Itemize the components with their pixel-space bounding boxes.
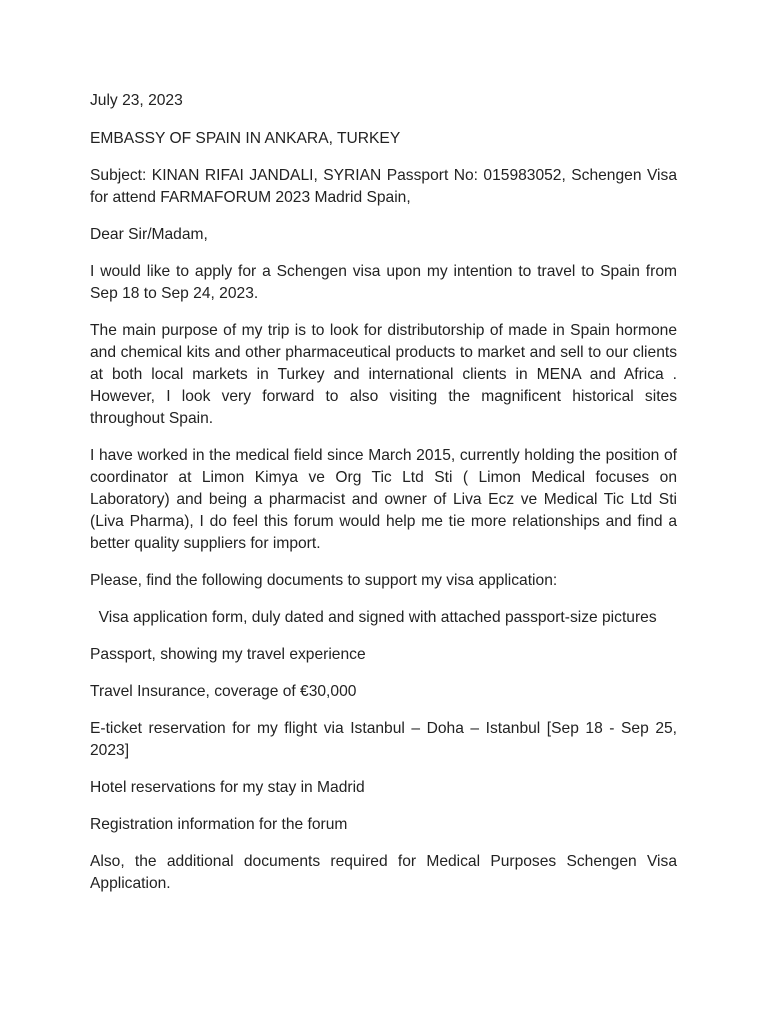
letter-date: July 23, 2023 xyxy=(90,92,183,109)
documents-intro: Please, find the following documents to support my visa application: xyxy=(90,572,558,589)
letter-recipient: EMBASSY OF SPAIN IN ANKARA, TURKEY xyxy=(90,130,401,147)
letter-paragraph-purpose: The main purpose of my trip is to look for distributorship of made in Spain hormone and chemical kits and other pharmaceutical products to market and sell to our clients at both local markets in Turkey and international clients in MENA and Africa . However, I look very forward to also visiting the magnificent historical sites throughout Spain. xyxy=(90,322,677,427)
letter-subject: Subject: KINAN RIFAI JANDALI, SYRIAN Passport No: 015983052, Schengen Visa for attend FARMAFORUM 2023 Madrid Spain, xyxy=(90,167,677,206)
document-item-visa-form: Visa application form, duly dated and signed with attached passport-size pictures xyxy=(90,609,657,626)
letter-body xyxy=(90,90,677,910)
letter-closing-paragraph: Also, the additional documents required for Medical Purposes Schengen Visa Application. xyxy=(90,853,677,892)
letter-salutation: Dear Sir/Madam, xyxy=(90,226,208,243)
document-item-hotel: Hotel reservations for my stay in Madrid xyxy=(90,779,365,796)
document-item-passport: Passport, showing my travel experience xyxy=(90,646,366,663)
document-item-registration: Registration information for the forum xyxy=(90,816,348,833)
document-item-insurance: Travel Insurance, coverage of €30,000 xyxy=(90,683,357,700)
letter-paragraph-travel-dates: I would like to apply for a Schengen visa upon my intention to travel to Spain from Sep 18 to Sep 24, 2023. xyxy=(90,263,677,302)
letter-paragraph-experience: I have worked in the medical field since March 2015, currently holding the position of coordinator at Limon Kimya ve Org Tic Ltd Sti ( Limon Medical focuses on Laboratory) and being a pharmacist and owner of Liva Ecz ve Medical Tic Ltd Sti (Liva Pharma), I do feel this forum would help me tie more relationships and find a better quality suppliers for import. xyxy=(90,447,677,552)
document-item-eticket: E-ticket reservation for my flight via Istanbul – Doha – Istanbul [Sep 18 - Sep 25, 2023] xyxy=(90,720,677,759)
